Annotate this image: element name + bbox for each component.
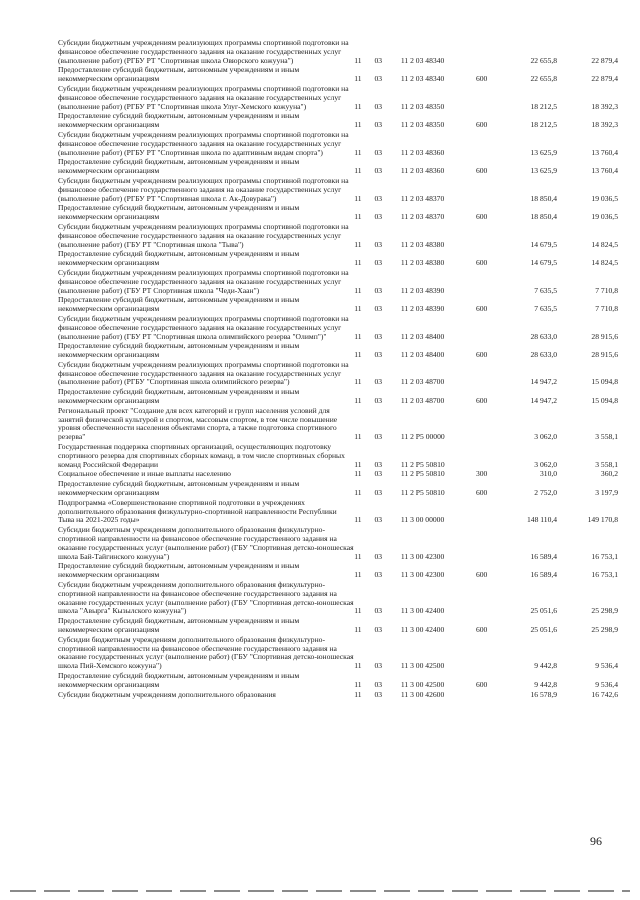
amount-year-2: 19 036,5: [591, 193, 618, 203]
target-article-code: 11 2 03 48700: [400, 377, 445, 387]
target-article-code: 11 2 03 48360: [400, 147, 445, 157]
item-name: Предоставление субсидий бюджетным, автономным учреждениям и иным некоммерческим организациям: [58, 479, 300, 498]
expense-type-code: [476, 406, 500, 442]
item-name: Субсидии бюджетным учреждениям реализующих программы спортивной подготовки на финансовое обеспечение государственного задания на оказание государственных услуг (выполнение работ) (ГБУ РТ "Спортивная школа олимпийского резерва "Олимп")": [58, 313, 349, 341]
section-code: 11: [354, 350, 362, 360]
amount-year-1: 18 212,5: [530, 101, 558, 111]
amount-year-2: 9 536,4: [595, 661, 618, 671]
subsection-code: 03: [374, 459, 383, 469]
table-row: [58, 314, 618, 341]
amount-year-2: 22 879,4: [591, 55, 618, 65]
section-code: 11: [354, 166, 362, 176]
item-name: Предоставление субсидий бюджетным, автономным учреждениям и иным некоммерческим организациям: [58, 670, 300, 689]
expense-type-code: 600: [475, 396, 488, 406]
item-name: Предоставление субсидий бюджетным, автономным учреждениям и иным некоммерческим организациям: [58, 111, 300, 130]
expense-type-code: 600: [475, 74, 488, 84]
target-article-code: 11 3 00 42300: [400, 551, 445, 561]
expense-type-code: [476, 314, 500, 341]
amount-year-1: 18 850,4: [530, 212, 558, 222]
item-name: Предоставление субсидий бюджетным, автономным учреждениям и иным некоммерческим организациям: [58, 295, 300, 314]
subsection-code: 03: [374, 469, 383, 479]
item-name: Государственная поддержка спортивных организаций, осуществляющих подготовку спортивного резерва для спортивных сборных команд, в том числе спортивных сборных команд Российской Федерации: [58, 442, 345, 469]
target-article-code: 11 2 P5 50810: [400, 459, 445, 469]
item-name: Подпрограмма «Совершенствование спортивной подготовки в учреждениях дополнительного образования физкультурно-спортивной направленности Республики Тыва на 2021-2025 годы»: [58, 497, 337, 525]
amount-year-1: 3 062,0: [534, 459, 558, 469]
table-row: [58, 222, 618, 249]
item-name: Социальное обеспечение и иные выплаты населению: [58, 469, 231, 479]
table-row: [58, 580, 618, 616]
expense-type-code: 600: [475, 258, 488, 268]
section-code: 11: [354, 515, 362, 525]
subsection-code: 03: [374, 432, 383, 442]
table-row: [58, 561, 618, 580]
expense-type-code: [476, 580, 500, 616]
section-code: 11: [354, 396, 362, 406]
amount-year-2: 9 536,4: [595, 679, 618, 689]
amount-year-1: 310,0: [539, 469, 558, 479]
subsection-code: 03: [374, 570, 383, 580]
subsection-code: 03: [374, 101, 383, 111]
expense-type-code: 600: [475, 350, 488, 360]
item-name: Предоставление субсидий бюджетным, автономным учреждениям и иным некоммерческим организациям: [58, 203, 300, 222]
section-code: 11: [354, 679, 362, 689]
target-article-code: 11 2 03 48360: [400, 166, 445, 176]
expense-type-code: [476, 84, 500, 111]
amount-year-2: 16 742,6: [591, 689, 618, 699]
amount-year-2: 18 392,3: [591, 120, 618, 130]
section-code: 11: [354, 432, 362, 442]
item-name: Субсидии бюджетным учреждениям реализующих программы спортивной подготовки на финансовое обеспечение государственного задания на оказание государственных услуг (выполнение работ) (РГБУ РТ "Спортивная школа г. Ак-Довурака"): [58, 175, 349, 203]
item-name: Субсидии бюджетным учреждениям реализующих программы спортивной подготовки на финансовое обеспечение государственного задания на оказание государственных услуг (выполнение работ) (РГБУ "Спортивная школа олимпийского резерва"): [58, 359, 349, 387]
amount-year-1: 148 110,4: [526, 515, 558, 525]
section-code: 11: [354, 606, 362, 616]
item-name: Предоставление субсидий бюджетным, автономным учреждениям и иным некоммерческим организациям: [58, 157, 300, 176]
table-row: [58, 38, 618, 65]
section-code: 11: [354, 331, 362, 341]
target-article-code: 11 3 00 42400: [400, 606, 445, 616]
target-article-code: 11 3 00 42300: [400, 570, 445, 580]
amount-year-2: 22 879,4: [591, 74, 618, 84]
budget-table: [58, 38, 618, 699]
table-row: [58, 635, 618, 671]
table-row: [58, 65, 618, 84]
target-article-code: 11 3 00 42500: [400, 679, 445, 689]
amount-year-1: 28 633,0: [530, 331, 558, 341]
amount-year-1: 9 442,8: [534, 661, 558, 671]
amount-year-1: 16 589,4: [530, 551, 558, 561]
section-code: 11: [354, 120, 362, 130]
target-article-code: 11 2 03 48390: [400, 304, 445, 314]
expense-type-code: [476, 38, 500, 65]
amount-year-2: 14 824,5: [591, 258, 618, 268]
expense-type-code: [476, 442, 500, 469]
amount-year-2: 28 915,6: [591, 331, 618, 341]
subsection-code: 03: [374, 689, 383, 699]
subsection-code: 03: [374, 147, 383, 157]
amount-year-2: 7 710,8: [595, 304, 618, 314]
section-code: 11: [354, 101, 362, 111]
amount-year-2: 16 753,1: [591, 551, 618, 561]
item-name: Предоставление субсидий бюджетным, автономным учреждениям и иным некоммерческим организациям: [58, 65, 300, 84]
target-article-code: 11 2 03 48370: [400, 212, 445, 222]
target-article-code: 11 3 00 42400: [400, 625, 445, 634]
table-row: [58, 442, 618, 469]
section-code: 11: [354, 74, 362, 84]
item-name: Субсидии бюджетным учреждениям реализующих программы спортивной подготовки на финансовое обеспечение государственного задания на оказание государственных услуг (выполнение работ) (РГБУ РТ "Спортивная школа Овюрского кожууна"): [58, 38, 349, 65]
amount-year-1: 18 212,5: [530, 120, 558, 130]
amount-year-1: 2 752,0: [534, 488, 558, 498]
section-code: 11: [354, 689, 362, 699]
expense-type-code: 600: [475, 488, 488, 498]
amount-year-2: 28 915,6: [591, 350, 618, 360]
table-row: [58, 387, 618, 406]
expense-type-code: 600: [475, 570, 488, 580]
amount-year-1: 13 625,9: [530, 147, 558, 157]
subsection-code: 03: [374, 258, 383, 268]
subsection-code: 03: [374, 239, 383, 249]
expense-type-code: [476, 635, 500, 671]
target-article-code: 11 3 00 42600: [400, 689, 445, 699]
amount-year-2: 15 094,8: [591, 396, 618, 406]
amount-year-1: 25 051,6: [530, 606, 558, 616]
section-code: 11: [354, 459, 362, 469]
subsection-code: 03: [374, 606, 383, 616]
section-code: 11: [354, 570, 362, 580]
expense-type-code: 600: [475, 679, 488, 689]
subsection-code: 03: [374, 661, 383, 671]
expense-type-code: 600: [475, 212, 488, 222]
amount-year-1: 28 633,0: [530, 350, 558, 360]
item-name: Субсидии бюджетным учреждениям реализующих программы спортивной подготовки на финансовое обеспечение государственного задания на оказание государственных услуг (выполнение работ) (РГБУ РТ "Спортивная школа по адаптивным видам спорта"): [58, 129, 349, 157]
section-code: 11: [354, 469, 362, 479]
target-article-code: 11 2 03 48370: [400, 193, 445, 203]
subsection-code: 03: [374, 625, 383, 634]
budget-table-body: [58, 38, 618, 699]
subsection-code: 03: [374, 120, 383, 130]
table-row: [58, 690, 618, 700]
amount-year-2: 25 298,9: [591, 625, 618, 634]
expense-type-code: [476, 130, 500, 157]
amount-year-1: 14 947,2: [530, 396, 558, 406]
amount-year-1: 3 062,0: [534, 432, 558, 442]
target-article-code: 11 2 03 48340: [400, 74, 445, 84]
table-row: [58, 341, 618, 360]
table-row: [58, 84, 618, 111]
item-name: Субсидии бюджетным учреждениям дополнительного образования: [58, 689, 276, 699]
table-row: [58, 130, 618, 157]
amount-year-1: 22 655,8: [530, 74, 558, 84]
table-row: [58, 469, 618, 479]
subsection-code: 03: [374, 193, 383, 203]
table-row: [58, 671, 618, 690]
target-article-code: 11 2 03 48340: [400, 55, 445, 65]
target-article-code: 11 2 03 48380: [400, 239, 445, 249]
amount-year-2: 18 392,3: [591, 101, 618, 111]
amount-year-2: 360,2: [600, 469, 618, 479]
item-name: Субсидии бюджетным учреждениям дополнительного образования физкультурно-спортивной направленности на финансовое обеспечение государственного задания на оказание государственных услуг (выполнение работ) (ГБУ "Спортивная детско-юношеская школа "Авырга" Кызылского кожууна"): [58, 580, 354, 616]
table-row: [58, 406, 618, 442]
expense-type-code: 600: [475, 166, 488, 176]
table-row: [58, 203, 618, 222]
section-code: 11: [354, 147, 362, 157]
section-code: 11: [354, 625, 362, 634]
subsection-code: 03: [374, 55, 383, 65]
amount-year-2: 3 558,1: [595, 459, 618, 469]
expense-type-code: [476, 498, 500, 525]
amount-year-1: 16 589,4: [530, 570, 558, 580]
table-row: [58, 176, 618, 203]
amount-year-2: 16 753,1: [591, 570, 618, 580]
target-article-code: 11 2 03 48350: [400, 101, 445, 111]
item-name: Субсидии бюджетным учреждениям реализующих программы спортивной подготовки на финансовое обеспечение государственного задания на оказание государственных услуг (выполнение работ) (ГБУ РТ Спортивная школа "Чеди-Хаан"): [58, 267, 349, 295]
subsection-code: 03: [374, 679, 383, 689]
expense-type-code: [476, 360, 500, 387]
section-code: 11: [354, 55, 362, 65]
section-code: 11: [354, 239, 362, 249]
target-article-code: 11 2 03 48700: [400, 396, 445, 406]
item-name: Субсидии бюджетным учреждениям реализующих программы спортивной подготовки на финансовое обеспечение государственного задания на оказание государственных услуг (выполнение работ) (ГБУ РТ "Спортивная школа "Тыва"): [58, 221, 349, 249]
section-code: 11: [354, 285, 362, 295]
subsection-code: 03: [374, 396, 383, 406]
amount-year-1: 16 578,9: [530, 689, 558, 699]
subsection-code: 03: [374, 166, 383, 176]
table-row: [58, 157, 618, 176]
expense-type-code: [476, 690, 500, 700]
amount-year-1: 14 947,2: [530, 377, 558, 387]
subsection-code: 03: [374, 331, 383, 341]
target-article-code: 11 2 03 48390: [400, 285, 445, 295]
amount-year-1: 14 679,5: [530, 239, 558, 249]
section-code: 11: [354, 212, 362, 222]
amount-year-2: 14 824,5: [591, 239, 618, 249]
table-row: [58, 360, 618, 387]
amount-year-2: 19 036,5: [591, 212, 618, 222]
target-article-code: 11 2 03 48380: [400, 258, 445, 268]
expense-type-code: [476, 525, 500, 561]
subsection-code: 03: [374, 212, 383, 222]
amount-year-1: 7 635,5: [534, 304, 558, 314]
amount-year-2: 13 760,4: [591, 147, 618, 157]
amount-year-1: 18 850,4: [530, 193, 558, 203]
section-code: 11: [354, 377, 362, 387]
target-article-code: 11 3 00 42500: [400, 661, 445, 671]
amount-year-1: 14 679,5: [530, 258, 558, 268]
amount-year-1: 25 051,6: [530, 625, 558, 634]
page-number: 96: [590, 834, 602, 848]
subsection-code: 03: [374, 488, 383, 498]
item-name: Субсидии бюджетным учреждениям дополнительного образования физкультурно-спортивной направленности на финансовое обеспечение государственного задания на оказание государственных услуг (выполнение работ) (ГБУ "Спортивная детско-юношеская школа Бай-Тайгинского кожууна"): [58, 525, 354, 561]
subsection-code: 03: [374, 515, 383, 525]
table-row: [58, 295, 618, 314]
item-name: Предоставление субсидий бюджетным, автономным учреждениям и иным некоммерческим организациям: [58, 249, 300, 268]
target-article-code: 11 2 P5 50810: [400, 469, 445, 479]
table-row: [58, 479, 618, 498]
amount-year-1: 22 655,8: [530, 55, 558, 65]
table-row: [58, 249, 618, 268]
amount-year-2: 7 710,8: [595, 285, 618, 295]
expense-type-code: 600: [475, 120, 488, 130]
subsection-code: 03: [374, 551, 383, 561]
footer-dashed-rule: [10, 890, 630, 892]
expense-type-code: [476, 176, 500, 203]
expense-type-code: 600: [475, 304, 488, 314]
expense-type-code: [476, 222, 500, 249]
target-article-code: 11 3 00 00000: [400, 515, 445, 525]
table-row: [58, 525, 618, 561]
amount-year-2: 3 558,1: [595, 432, 618, 442]
amount-year-1: 9 442,8: [534, 679, 558, 689]
item-name: Субсидии бюджетным учреждениям дополнительного образования физкультурно-спортивной направленности на финансовое обеспечение государственного задания на оказание государственных услуг (выполнение работ) (ГБУ "Спортивная детско-юношеская школа Пий-Хемского кожууна"): [58, 634, 354, 671]
table-row: [58, 268, 618, 295]
item-name: Предоставление субсидий бюджетным, автономным учреждениям и иным некоммерческим организациям: [58, 561, 300, 580]
subsection-code: 03: [374, 377, 383, 387]
amount-year-1: 7 635,5: [534, 285, 558, 295]
subsection-code: 03: [374, 74, 383, 84]
target-article-code: 11 2 P5 00000: [400, 432, 445, 442]
expense-type-code: 300: [475, 469, 488, 479]
expense-type-code: [476, 268, 500, 295]
amount-year-2: 25 298,9: [591, 606, 618, 616]
section-code: 11: [354, 661, 362, 671]
section-code: 11: [354, 304, 362, 314]
target-article-code: 11 2 P5 50810: [400, 488, 445, 498]
section-code: 11: [354, 193, 362, 203]
subsection-code: 03: [374, 350, 383, 360]
item-name: Субсидии бюджетным учреждениям реализующих программы спортивной подготовки на финансовое обеспечение государственного задания на оказание государственных услуг (выполнение работ) (РГБУ РТ "Спортивная школа Улуг-Хемского кожууна"): [58, 83, 349, 111]
subsection-code: 03: [374, 304, 383, 314]
item-name: Предоставление субсидий бюджетным, автономным учреждениям и иным некоммерческим организациям: [58, 387, 300, 406]
target-article-code: 11 2 03 48400: [400, 350, 445, 360]
table-row: [58, 498, 618, 525]
target-article-code: 11 2 03 48350: [400, 120, 445, 130]
subsection-code: 03: [374, 285, 383, 295]
amount-year-2: 13 760,4: [591, 166, 618, 176]
amount-year-1: 13 625,9: [530, 166, 558, 176]
section-code: 11: [354, 488, 362, 498]
amount-year-2: 3 197,9: [595, 488, 618, 498]
target-article-code: 11 2 03 48400: [400, 331, 445, 341]
amount-year-2: 15 094,8: [591, 377, 618, 387]
section-code: 11: [354, 551, 362, 561]
amount-year-2: 149 170,8: [587, 515, 618, 525]
item-name: Предоставление субсидий бюджетным, автономным учреждениям и иным некоммерческим организациям: [58, 341, 300, 360]
item-name: Региональный проект "Создание для всех категорий и групп населения условий для занятий физической культурой и спортом, массовым спортом, в том числе повышение уровня обеспеченности населения объектами спорта, а также подготовка спортивного резерва": [58, 405, 338, 442]
expense-type-code: 600: [475, 625, 488, 634]
table-row: [58, 616, 618, 635]
section-code: 11: [354, 258, 362, 268]
table-row: [58, 111, 618, 130]
item-name: Предоставление субсидий бюджетным, автономным учреждениям и иным некоммерческим организациям: [58, 616, 300, 634]
